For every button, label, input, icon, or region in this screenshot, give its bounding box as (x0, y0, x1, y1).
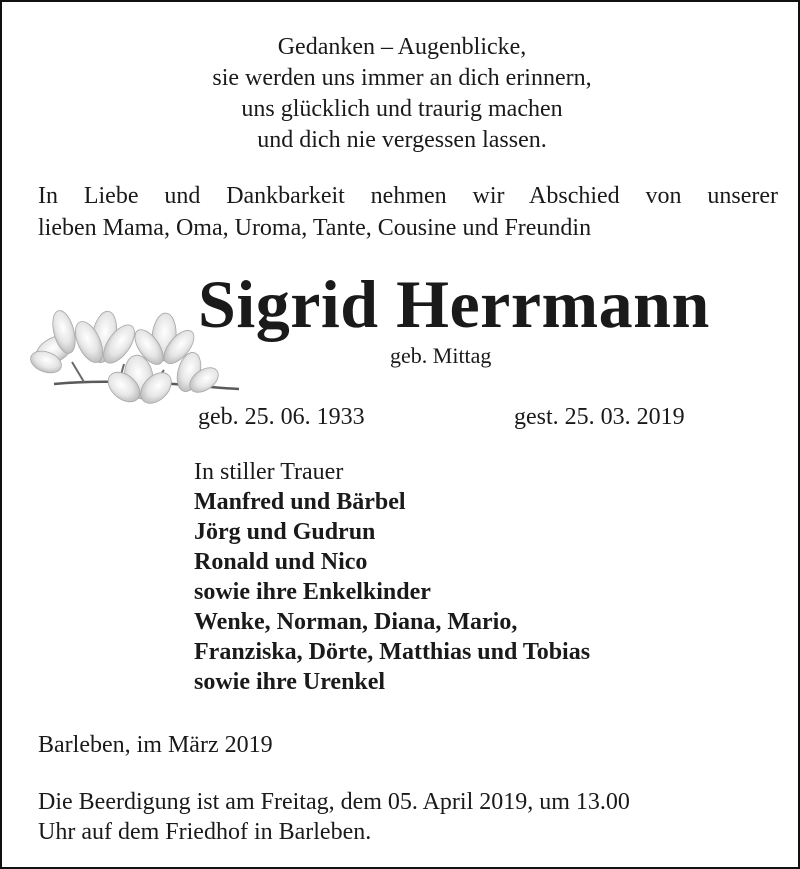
deceased-name: Sigrid Herrmann (198, 266, 710, 342)
mourners-list (194, 457, 590, 697)
mourner-entry: sowie ihre Enkelkinder (194, 579, 431, 605)
poem-line: Gedanken – Augenblicke, (277, 34, 527, 60)
poem-line: uns glücklich und traurig machen (241, 96, 563, 122)
maiden-name: geb. Mittag (390, 343, 492, 368)
mourner-entry: Wenke, Norman, Diana, Mario, (194, 609, 518, 635)
birth-date: geb. 25. 06. 1933 (198, 404, 365, 430)
poem-line: und dich nie vergessen lassen. (257, 127, 547, 153)
intro-text (38, 180, 778, 244)
place-date: Barleben, im März 2019 (38, 732, 273, 758)
death-date: gest. 25. 03. 2019 (514, 404, 685, 430)
mourners-heading: In stiller Trauer (194, 459, 344, 485)
funeral-line: Uhr auf dem Friedhof in Barleben. (38, 819, 372, 845)
poem (2, 32, 800, 156)
mourner-entry: Ronald und Nico (194, 549, 368, 575)
intro-line: In Liebe und Dankbarkeit nehmen wir Abschied von unserer (38, 183, 778, 209)
poem-line: sie werden uns immer an dich erinnern, (212, 65, 592, 91)
mourner-entry: Jörg und Gudrun (194, 519, 376, 545)
mourner-entry: Manfred und Bärbel (194, 489, 406, 515)
mourner-entry: sowie ihre Urenkel (194, 669, 386, 695)
intro-line: lieben Mama, Oma, Uroma, Tante, Cousine und Freundin (38, 215, 592, 241)
funeral-info (38, 787, 778, 847)
funeral-line: Die Beerdigung ist am Freitag, dem 05. April 2019, um 13.00 (38, 789, 630, 815)
mourner-entry: Franziska, Dörte, Matthias und Tobias (194, 639, 591, 665)
